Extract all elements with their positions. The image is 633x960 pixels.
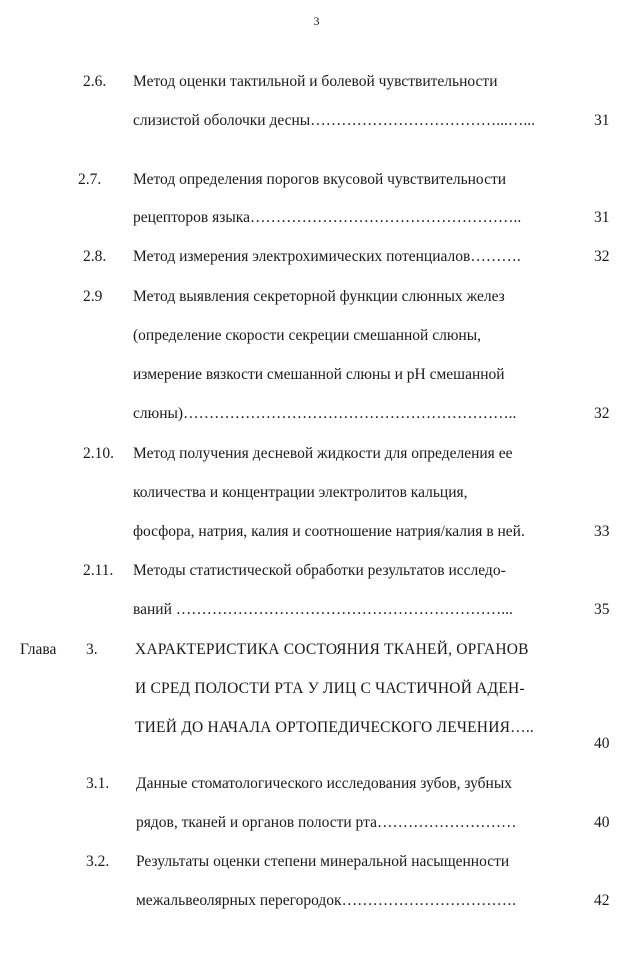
page-number: 3: [313, 14, 320, 28]
entry-text-line: Результаты оценки степени минеральной насыщенности: [136, 853, 510, 870]
entry-text-line: ХАРАКТЕРИСТИКА СОСТОЯНИЯ ТКАНЕЙ, ОРГАНОВ: [135, 641, 529, 658]
entry-text-line: количества и концентрации электролитов кальция,: [133, 484, 468, 501]
entry-text-line: рядов, тканей и органов полости рта………………………: [136, 814, 517, 831]
entry-number: 2.9: [83, 288, 103, 305]
entry-number: 3.: [86, 641, 98, 658]
entry-number: 2.7.: [78, 171, 102, 188]
entry-page: 31: [594, 209, 610, 226]
entry-number: 2.8.: [83, 248, 107, 265]
entry-text-line: измерение вязкости смешанной слюны и pH смешанной: [133, 366, 505, 383]
entry-page: 33: [594, 523, 610, 540]
entry-number: 2.10.: [83, 445, 114, 462]
entry-page: 40: [594, 814, 610, 831]
entry-page: 40: [594, 735, 610, 752]
entry-text-line: Метод оценки тактильной и болевой чувствительности: [133, 73, 498, 90]
entry-page: 31: [594, 112, 610, 129]
entry-number: 3.1.: [86, 775, 110, 792]
entry-number: 2.11.: [83, 562, 114, 579]
entry-number: 2.6.: [83, 73, 107, 90]
entry-text-line: (определение скорости секреции смешанной слюны,: [133, 327, 481, 344]
entry-text-line: ваний ………………………………………………………...: [133, 601, 513, 618]
entry-page: 42: [594, 892, 610, 909]
entry-text-line: ТИЕЙ ДО НАЧАЛА ОРТОПЕДИЧЕСКОГО ЛЕЧЕНИЯ…..: [135, 719, 534, 736]
entry-text-line: слюны)………………………………………………………..: [133, 405, 517, 422]
entry-text-line: Метод измерения электрохимических потенциалов……….: [133, 248, 521, 265]
entry-text-line: И СРЕД ПОЛОСТИ РТА У ЛИЦ С ЧАСТИЧНОЙ АДЕН-: [135, 680, 525, 697]
entry-text-line: межальвеолярных перегородок…………………………….: [136, 892, 516, 909]
entry-text-line: Метод выявления секреторной функции слюнных желез: [133, 288, 505, 305]
entry-number: 3.2.: [86, 853, 110, 870]
chapter-label: Глава: [20, 641, 57, 658]
entry-text-line: слизистой оболочки десны………………………………...…...: [133, 112, 535, 129]
entry-text-line: Методы статистической обработки результатов исследо-: [133, 562, 506, 579]
entry-page: 35: [594, 601, 610, 618]
entry-text-line: рецепторов языка……………………………………………..: [133, 209, 522, 226]
entry-text-line: Метод определения порогов вкусовой чувствительности: [133, 171, 507, 188]
entry-page: 32: [594, 405, 610, 422]
entry-text-line: Метод получения десневой жидкости для определения ее: [133, 445, 513, 462]
entry-text-line: фосфора, натрия, калия и соотношение натрия/калия в ней.: [133, 523, 525, 540]
entry-page: 32: [594, 248, 610, 265]
entry-text-line: Данные стоматологического исследования зубов, зубных: [136, 775, 513, 792]
